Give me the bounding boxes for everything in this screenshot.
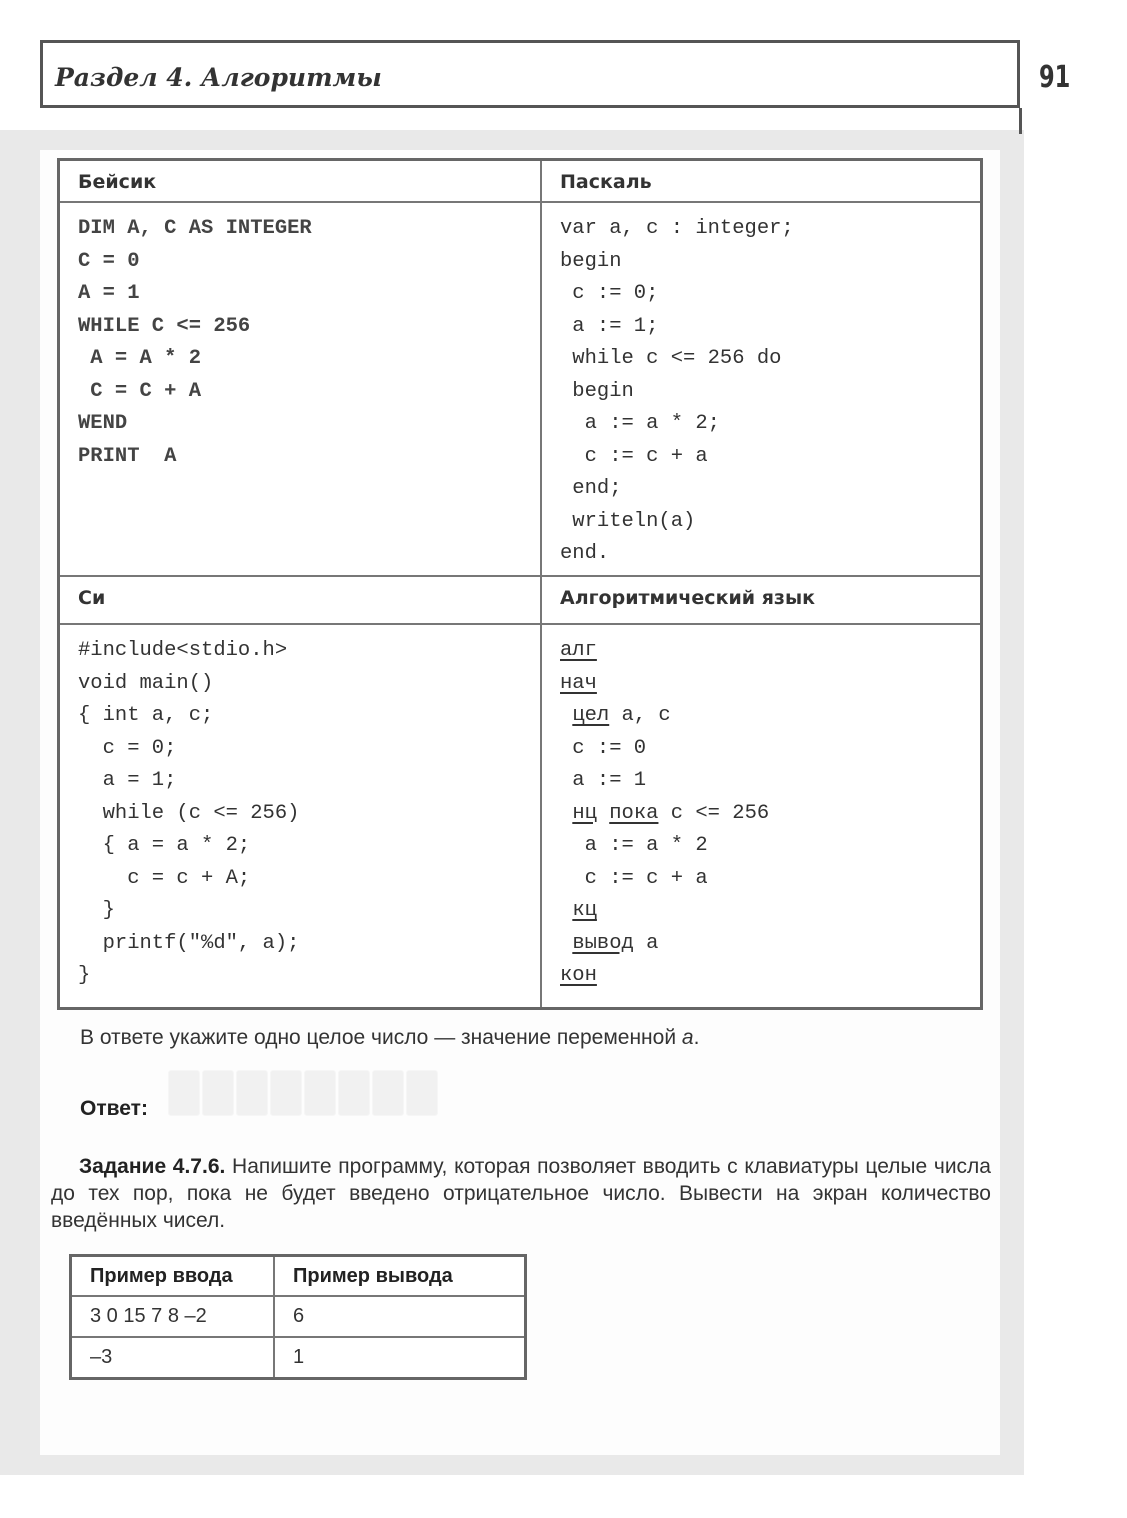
pascal-code: var a, c : integer; begin c := 0; a := 1; while c <= 256 do begin a := a * 2; c := c + a end; writeln(a) end. — [560, 217, 794, 565]
algo-keyword: нач — [560, 671, 597, 695]
algo-text: c := 0 — [560, 736, 647, 760]
algo-keyword: кон — [560, 964, 597, 987]
c-header-cell — [59, 576, 542, 624]
basic-code-cell — [59, 202, 542, 576]
table-cell-input: 3 0 15 7 8 –2 — [71, 1296, 275, 1337]
header-divider — [1019, 108, 1022, 134]
basic-code: DIM A, C AS INTEGER C = 0 A = 1 WHILE C <= 256 A = A * 2 C = C + A WEND PRINT A — [78, 217, 312, 468]
table-cell-output: 6 — [274, 1296, 526, 1337]
table-cell-input: –3 — [71, 1337, 275, 1379]
answer-label: Ответ: — [80, 1097, 148, 1120]
basic-header-cell — [59, 160, 542, 203]
algo-text: c := c + a — [560, 866, 708, 890]
answer-cell[interactable] — [372, 1070, 404, 1116]
algo-keyword: алг — [560, 639, 597, 662]
pascal-header-cell — [541, 160, 982, 203]
algo-keyword: кц — [572, 899, 597, 922]
answer-cell[interactable] — [202, 1070, 234, 1116]
algo-keyword: нц — [572, 801, 597, 825]
task-number: Задание 4.7.6. — [79, 1155, 226, 1178]
answer-input-cells[interactable] — [168, 1070, 438, 1116]
page-number: 91 — [1039, 60, 1071, 95]
pascal-code-cell — [541, 202, 982, 576]
c-label: Си — [78, 587, 106, 609]
example-io-table — [69, 1254, 527, 1380]
answer-cell[interactable] — [270, 1070, 302, 1116]
section-title: Раздел 4. Алгоритмы — [55, 63, 382, 92]
algo-text: a, c — [609, 704, 671, 727]
section-header — [40, 40, 1020, 108]
answer-cell[interactable] — [168, 1070, 200, 1116]
algo-code-cell — [541, 624, 982, 1008]
algo-text: a := a * 2 — [560, 834, 708, 857]
answer-cell[interactable] — [236, 1070, 268, 1116]
algo-keyword: цел — [572, 704, 610, 727]
basic-label: Бейсик — [78, 171, 157, 193]
c-code-cell — [59, 624, 542, 1008]
instruction-suffix: . — [693, 1026, 700, 1049]
code-listing-table — [57, 158, 983, 1010]
table-header-input: Пример ввода — [71, 1256, 275, 1297]
answer-cell[interactable] — [338, 1070, 370, 1116]
instruction-variable: a — [681, 1026, 694, 1049]
algo-header-cell — [541, 576, 982, 624]
answer-instruction — [80, 1026, 699, 1050]
table-cell-output: 1 — [274, 1337, 526, 1379]
instruction-text: В ответе укажите одно целое число — значение переменной — [80, 1026, 682, 1049]
algo-label: Алгоритмический язык — [560, 587, 816, 609]
algo-keyword: пока — [609, 801, 659, 825]
task-text: Напишите программу, которая позволяет вводить с клавиатуры целые числа до тех пор, пока не будет введено отрицательное число. Вывести на экран количество введённых чисел. — [51, 1155, 991, 1232]
algo-text: a := 1 — [560, 769, 647, 792]
algo-text: c <= 256 — [658, 801, 770, 825]
algo-code — [542, 625, 980, 993]
answer-cell[interactable] — [406, 1070, 438, 1116]
table-header-output: Пример вывода — [274, 1256, 526, 1297]
pascal-label: Паскаль — [560, 171, 652, 193]
algo-keyword: вывод — [572, 931, 634, 955]
answer-cell[interactable] — [304, 1070, 336, 1116]
c-code: #include<stdio.h> void main() { int a, c; c = 0; a = 1; while (c <= 256) { a = a * 2; c = c + A; } printf("%d", a); } — [78, 639, 300, 987]
algo-text: a — [633, 931, 659, 955]
task-paragraph — [51, 1153, 991, 1234]
